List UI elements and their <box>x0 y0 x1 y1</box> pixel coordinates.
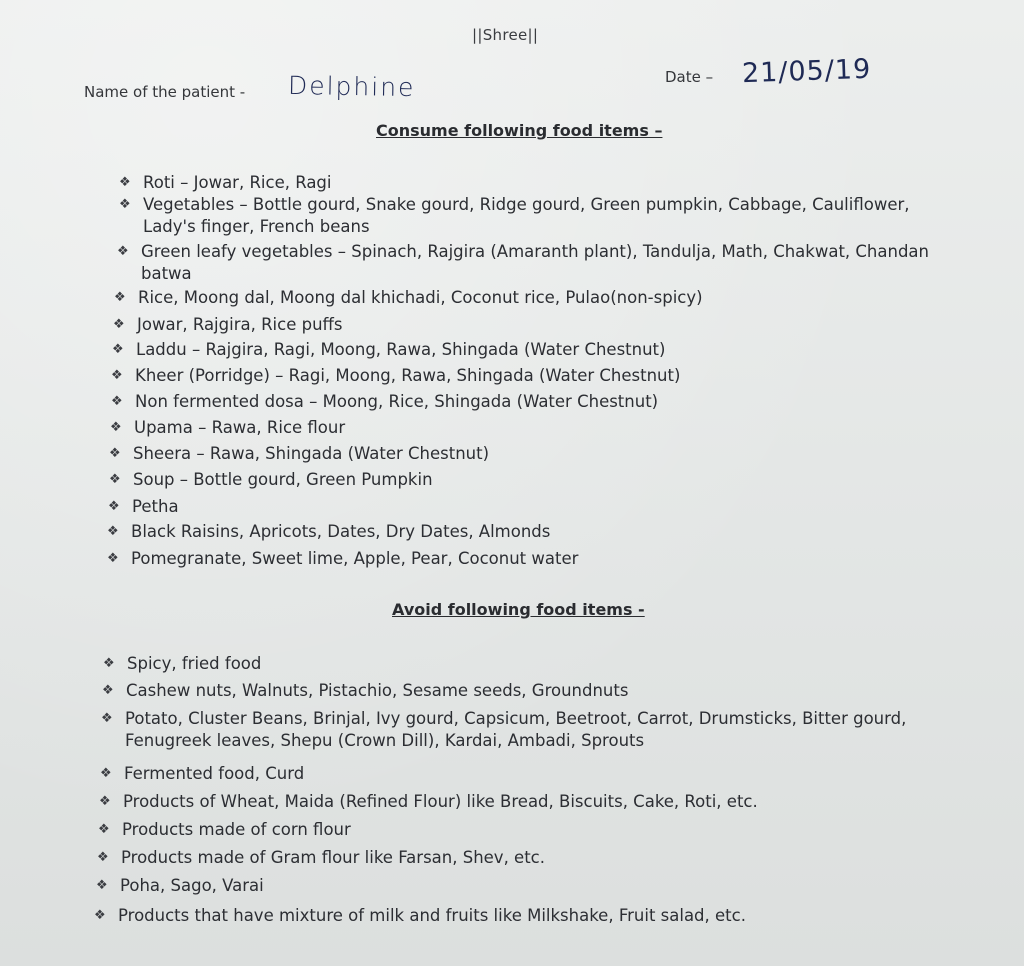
list-item-text: Soup – Bottle gourd, Green Pumpkin <box>133 470 433 489</box>
bullet-icon: ❖ <box>97 850 109 865</box>
avoid-heading: Avoid following food items - <box>392 600 645 619</box>
list-item-text: Roti – Jowar, Rice, Ragi <box>143 173 332 192</box>
list-item <box>101 708 907 752</box>
list-item-text: Kheer (Porridge) – Ragi, Moong, Rawa, Shingada (Water Chestnut) <box>135 366 681 385</box>
list-item-continuation: batwa <box>141 264 192 283</box>
bullet-icon: ❖ <box>107 551 119 566</box>
list-item-text: Spicy, fried food <box>127 654 262 673</box>
list-item-text: Potato, Cluster Beans, Brinjal, Ivy gourd, Capsicum, Beetroot, Carrot, Drumsticks, Bitter gourd, <box>125 709 907 728</box>
list-item-text: Pomegranate, Sweet lime, Apple, Pear, Coconut water <box>131 549 579 568</box>
list-item-text: Products made of Gram flour like Farsan, Shev, etc. <box>121 848 545 867</box>
bullet-icon: ❖ <box>112 342 124 357</box>
list-item <box>102 680 629 702</box>
bullet-icon: ❖ <box>107 524 119 539</box>
list-item-text: Sheera – Rawa, Shingada (Water Chestnut) <box>133 444 490 463</box>
list-item <box>98 819 351 841</box>
list-item-text: Green leafy vegetables – Spinach, Rajgira (Amaranth plant), Tandulja, Math, Chakwat, Chandan <box>141 242 930 261</box>
bullet-icon: ❖ <box>101 711 113 726</box>
list-item-text: Vegetables – Bottle gourd, Snake gourd, Ridge gourd, Green pumpkin, Cabbage, Cauliflower, <box>143 195 910 214</box>
list-item <box>103 653 262 675</box>
bullet-icon: ❖ <box>103 656 115 671</box>
list-item-text: Poha, Sago, Varai <box>120 876 264 895</box>
bullet-icon: ❖ <box>117 244 129 259</box>
list-item <box>112 339 666 361</box>
list-item-text: Fermented food, Curd <box>124 764 305 783</box>
list-item <box>111 391 659 413</box>
list-item <box>100 763 305 785</box>
bullet-icon: ❖ <box>113 317 125 332</box>
bullet-icon: ❖ <box>111 394 123 409</box>
list-item-text: Petha <box>132 497 179 516</box>
list-item-text: Laddu – Rajgira, Ragi, Moong, Rawa, Shingada (Water Chestnut) <box>136 340 666 359</box>
list-item <box>107 548 579 570</box>
list-item <box>97 847 545 869</box>
bullet-icon: ❖ <box>119 175 131 190</box>
list-item <box>117 241 930 285</box>
list-item-text: Rice, Moong dal, Moong dal khichadi, Coconut rice, Pulao(non-spicy) <box>138 288 703 307</box>
patient-name-label: Name of the patient - <box>84 83 246 101</box>
list-item <box>113 314 343 336</box>
list-item-text: Products of Wheat, Maida (Refined Flour) like Bread, Biscuits, Cake, Roti, etc. <box>123 792 758 811</box>
list-item-continuation: Lady's finger, French beans <box>143 217 370 236</box>
date-label: Date – <box>665 68 714 86</box>
list-item <box>114 287 703 309</box>
list-item-text: Cashew nuts, Walnuts, Pistachio, Sesame seeds, Groundnuts <box>126 681 629 700</box>
list-item <box>110 417 346 439</box>
bullet-icon: ❖ <box>94 908 106 923</box>
list-item <box>96 875 264 897</box>
list-item <box>107 521 551 543</box>
list-item-text: Products made of corn flour <box>122 820 351 839</box>
list-item-text: Products that have mixture of milk and fruits like Milkshake, Fruit salad, etc. <box>118 906 746 925</box>
bullet-icon: ❖ <box>114 290 126 305</box>
bullet-icon: ❖ <box>100 766 112 781</box>
list-item <box>109 469 433 491</box>
list-item <box>111 365 681 387</box>
list-item <box>99 791 758 813</box>
date-handwritten: 21/05/19 <box>741 53 872 90</box>
bullet-icon: ❖ <box>111 368 123 383</box>
consume-heading: Consume following food items – <box>376 121 663 140</box>
bullet-icon: ❖ <box>108 499 120 514</box>
bullet-icon: ❖ <box>99 794 111 809</box>
list-item-text: Non fermented dosa – Moong, Rice, Shingada (Water Chestnut) <box>135 392 659 411</box>
bullet-icon: ❖ <box>119 197 131 212</box>
bullet-icon: ❖ <box>96 878 108 893</box>
list-item <box>119 194 910 238</box>
list-item-text: Jowar, Rajgira, Rice puffs <box>137 315 343 334</box>
list-item-continuation: Fenugreek leaves, Shepu (Crown Dill), Kardai, Ambadi, Sprouts <box>125 731 645 750</box>
list-item <box>94 905 746 927</box>
header-invocation: ||Shree|| <box>472 26 539 44</box>
bullet-icon: ❖ <box>110 420 122 435</box>
list-item <box>109 443 490 465</box>
patient-name-handwritten: Delphine <box>287 70 416 103</box>
bullet-icon: ❖ <box>109 446 121 461</box>
list-item-text: Upama – Rawa, Rice flour <box>134 418 346 437</box>
bullet-icon: ❖ <box>109 472 121 487</box>
list-item-text: Black Raisins, Apricots, Dates, Dry Dates, Almonds <box>131 522 551 541</box>
bullet-icon: ❖ <box>102 683 114 698</box>
list-item <box>119 172 332 194</box>
list-item <box>108 496 179 518</box>
bullet-icon: ❖ <box>98 822 110 837</box>
